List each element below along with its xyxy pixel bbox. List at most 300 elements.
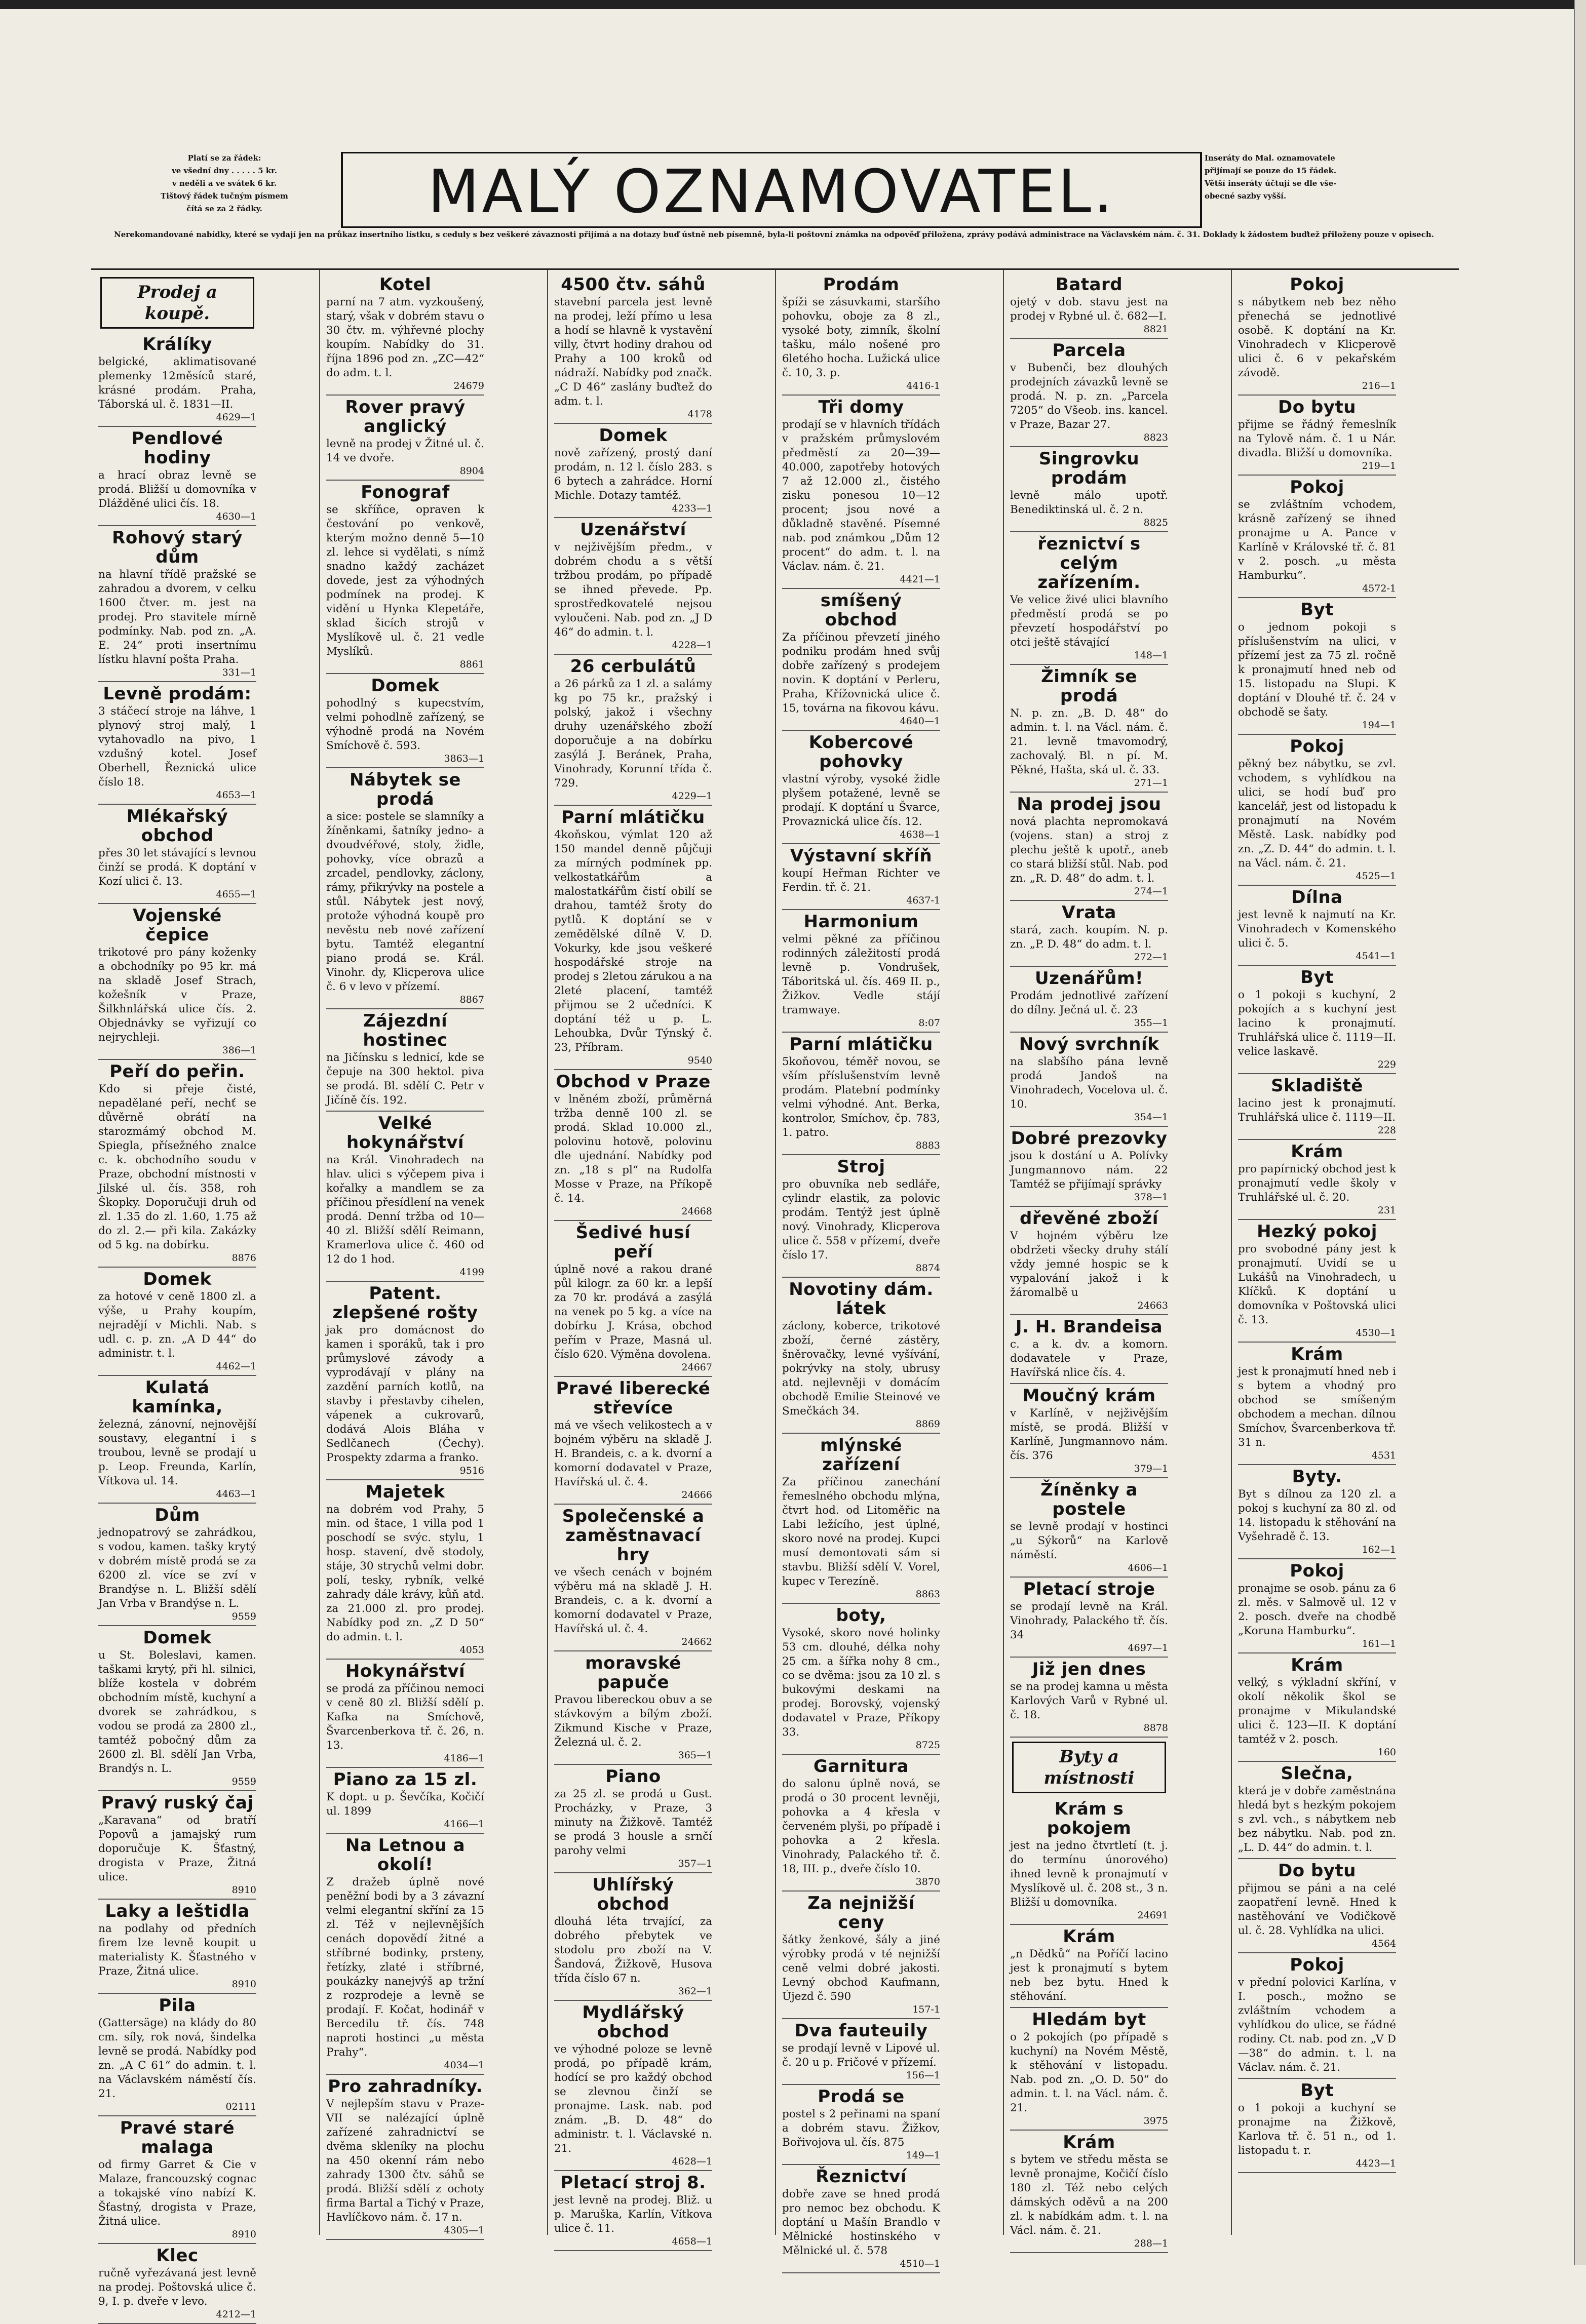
ad-reference-number: 355—1 xyxy=(1134,1017,1168,1029)
classified-ad xyxy=(1238,1345,1396,1461)
ad-text: dobře zave se hned prodá pro nemoc bez obchodu. K doptání u Mašín Brandlo v Mělnické hostinského v Mělnické ul. č. 578 4510—1 xyxy=(782,2188,940,2269)
ad-text: přijmou se páni a na celé zaopatření levně. Hned k nastěhování ve Vodičkově ul. č. 28. Vyhlídka na ulici. 4564 xyxy=(1238,1882,1396,1949)
classified-ad xyxy=(98,1996,256,2112)
ad-text: o jednom pokoji s příslušenstvím na ulici, v přízemí jest za 75 zl. ročně k pronajmutí hned neb od 15. listopadu na Slupi. K doptání v Dlouhé tř. č. 24 v obchodě se šaty. 194—1 xyxy=(1238,621,1396,731)
ad-divider xyxy=(554,423,712,424)
ad-reference-number: 3870 xyxy=(915,1876,940,1887)
classified-ad xyxy=(326,1482,484,1656)
ad-text: belgické, aklimatisované plemenky 12měsíců staré, krásné prodám. Praha, Táborská ul. č. 1831—II. 4629—1 xyxy=(98,356,256,423)
pricing-box xyxy=(110,152,338,228)
ad-title: J. H. Brandeisa xyxy=(1015,1317,1163,1337)
pricing-line: čítá se za 2 řádky. xyxy=(186,204,262,213)
classified-ad xyxy=(1010,1209,1168,1311)
ad-reference-number: 386—1 xyxy=(222,1045,256,1056)
classified-ad xyxy=(98,1062,256,1264)
ad-divider xyxy=(554,2170,712,2171)
ad-title: Řeznictví xyxy=(816,2167,907,2187)
ad-divider xyxy=(98,1503,256,1504)
ad-divider xyxy=(782,588,940,589)
classified-ad xyxy=(782,2087,940,2161)
ad-text: se skříňce, opraven k čestování po venkově, kterým možno denně 5—10 zl. lehce si vydělati, s nímž snadno každý zacházet dovede, jest za výhodných podmínek na prodej. K vidění u Hynka Klepetáře, sklad šicích strojů v Myslíkově ul. č. 21 vedle Myslíků. 8861 xyxy=(326,503,484,670)
ad-text: jak pro domácnost do kamen i sporáků, tak i pro průmyslové závody a vyprodávají v plány na zazdění parních kotlů, na stavby i přestavby cihelen, vápenek a cukrovarů, dodává Alois Bláha v Sedlčanech (Čechy). Prospekty zdarma a franko. 9516 xyxy=(326,1324,484,1476)
ad-reference-number: 160 xyxy=(1377,1747,1396,1758)
ad-title: Domek xyxy=(599,425,668,446)
ad-title: Parcela xyxy=(1052,340,1126,361)
classified-ad xyxy=(782,1894,940,2015)
ad-divider xyxy=(554,1220,712,1221)
ad-text: c. a k. dv. a komorn. dodavatele v Praze, Havířská nlice čís. 4. xyxy=(1010,1338,1168,1379)
ad-reference-number: 8904 xyxy=(459,465,484,477)
ad-reference-number: 4463—1 xyxy=(216,1488,256,1500)
ad-divider xyxy=(554,1376,712,1377)
ad-reference-number: 4228—1 xyxy=(672,640,712,651)
ad-title: Klec xyxy=(156,2246,199,2266)
ad-divider xyxy=(1238,1342,1396,1343)
ad-divider xyxy=(1238,475,1396,476)
ad-divider xyxy=(782,1754,940,1755)
ad-title: Zájezdní hostinec xyxy=(363,1011,448,1050)
ad-divider xyxy=(326,2074,484,2075)
classified-ad xyxy=(782,2167,940,2269)
ad-text: se zvláštním vchodem, krásně zařízený se ihned pronajme u A. Pance v Karlíně v Královské tř. č. 81 v 2. posch. „u města Hamburku“. 4572-1 xyxy=(1238,498,1396,594)
ad-reference-number: 3975 xyxy=(1143,2115,1168,2126)
ad-divider xyxy=(326,1833,484,1834)
classified-ad xyxy=(326,676,484,764)
ad-divider xyxy=(98,1267,256,1268)
ad-title: dřevěné zboží xyxy=(1020,1208,1158,1229)
pricing-line: Tištový řádek tučným písmem xyxy=(161,191,288,201)
ad-divider xyxy=(1010,1477,1168,1478)
ad-divider xyxy=(782,1032,940,1033)
ad-reference-number: 4541—1 xyxy=(1356,951,1396,962)
rules-line: přijímají se pouze do 15 řádek. xyxy=(1205,166,1337,175)
ad-reference-number: 4305—1 xyxy=(444,2225,484,2236)
ad-title: Obchod v Praze xyxy=(556,1072,711,1092)
ad-divider xyxy=(1010,1737,1168,1738)
ad-reference-number: 4629—1 xyxy=(216,412,256,423)
ad-title: Kulatá kamínka, xyxy=(132,1377,223,1417)
page-edge-top xyxy=(0,0,1586,9)
classified-ad xyxy=(1238,1467,1396,1555)
ad-title: Nábytek se prodá xyxy=(350,770,461,809)
ad-reference-number: 24666 xyxy=(681,1489,712,1501)
ad-text: od firmy Garret & Cie v Malaze, francouzský cognac a tokajské víno nabízí K. Šťastný, drogista v Praze, Žitná ulice. 8910 xyxy=(98,2158,256,2240)
ad-title: Vrata xyxy=(1062,902,1116,923)
column-4 xyxy=(775,270,946,2269)
classified-ad xyxy=(1010,2133,1168,2249)
ad-text: trikotové pro pány koženky a obchodníky po 95 kr. má na skladě Josef Strach, kožešník v Praze, Šilkhnlářská ulice čís. 2. Objednávky se vyřizují co nejrychleji. 386—1 xyxy=(98,946,256,1056)
ad-title: Byt xyxy=(1300,2080,1334,2101)
ad-title: Vojenské čepice xyxy=(133,905,222,945)
section-heading: Byty a místnosti xyxy=(1012,1742,1166,1793)
classified-ad xyxy=(326,1836,484,2071)
ad-title: Slečna, xyxy=(1281,1763,1353,1784)
ad-title: Hledám byt xyxy=(1032,2010,1146,2030)
ad-text: jest levně k najmutí na Kr. Vinohradech v Komenského ulici č. 5. 4541—1 xyxy=(1238,909,1396,962)
ad-title: Domek xyxy=(143,1269,212,1289)
ad-title: Pokoj xyxy=(1290,1561,1344,1581)
classified-ad xyxy=(1010,1480,1168,1573)
ad-divider xyxy=(1010,531,1168,532)
ad-text: o 2 pokojích (po případě s kuchyní) na Novém Městě, k stěhování v listopadu. Nab. pod zn. „O. D. 50“ do admin. t. l. na Václ. nám. č. 21. 3975 xyxy=(1010,2031,1168,2126)
ad-text: pohodlný s kupecstvím, velmi pohodlně zařízený, se výhodně prodá na Novém Smíchově č. 593. 3863—1 xyxy=(326,697,484,764)
ad-divider xyxy=(1010,1657,1168,1658)
classified-ad xyxy=(326,770,484,1005)
ad-title: Fonograf xyxy=(361,482,450,502)
ad-divider xyxy=(1238,1073,1396,1074)
ad-divider xyxy=(1010,338,1168,339)
ad-text: pro obuvníka neb sedláře, cylindr elastik, za polovic prodám. Tentýž jest úplně nový. Vinohrady, Klicperova ulice č. 558 v přízemí, dveře číslo 17. 8874 xyxy=(782,1178,940,1274)
classified-ad xyxy=(554,1072,712,1217)
ad-reference-number: 162—1 xyxy=(1362,1544,1396,1555)
ad-reference-number: 8910 xyxy=(231,2229,256,2240)
ad-text: levně málo upotř. Benediktinská ul. č. 2 n. 8825 xyxy=(1010,489,1168,528)
ad-title: Piano za 15 zl. xyxy=(333,1769,478,1790)
classified-ad xyxy=(1010,1317,1168,1380)
ad-title: Byt xyxy=(1300,967,1334,988)
ad-text: a sice: postele se slamníky a žíněnkami, šatníky jedno- a dvoudvéřové, stoly, židle, pohovky, více obrazů a zrcadel, pendlovky, záclony, rámy, přikrývky na postele a stůl. Nábytek jest nový, protože výhodná koupě pro nevěstu neb nové zařízení bytu. Tamtéž elegantní piano prodá se. Král. Vinohr. dy, Klicperova ulice č. 6 v levo v přízemí. 8867 xyxy=(326,810,484,1005)
ad-reference-number: 8863 xyxy=(915,1589,940,1600)
classified-ad xyxy=(1238,478,1396,594)
ad-text: ručně vyřezávaná jest levně na prodej. Poštovská ulice č. 9, I. p. dveře v levo. 4212—1 xyxy=(98,2267,256,2320)
column-1-content xyxy=(91,270,262,2324)
ad-divider xyxy=(1010,900,1168,901)
ad-text: K dopt. u p. Ševčíka, Kočičí ul. 1899 4166—1 xyxy=(326,1791,484,1830)
ad-text: do salonu úplně nová, se prodá o 30 procent levněji, pohovka a 4 křesla v červeném plyši, po případě i pohovka a 2 křesla. Vinohrady, Palackého tř. č. 18, III. p., dveře číslo 10. 3870 xyxy=(782,1778,940,1887)
ad-text: jest k pronajmutí hned neb i s bytem a vhodný pro obchod se smíšeným obchodem a mechan. dílnou Smíchov, Švarcenberkova tř. 31 n. 4531 xyxy=(1238,1365,1396,1461)
ad-title: Dobré prezovky xyxy=(1011,1128,1168,1149)
ad-title: Harmonium xyxy=(803,912,919,932)
ad-text: vlastní výroby, vysoké židle plyšem potažené, levně se prodají. K doptání u Švarce, Provaznická ulice čís. 12. 4638—1 xyxy=(782,773,940,840)
header-note: Nerekomandované nabídky, které se vydají jen na průkaz insertního lístku, s ceduly s bez veškeré závaznosti přijímá a na dotazy buď ústně neb písemně, byla-li poštovní známka na odpověď přiložena, zprávy podává administrace na Václavském nám. č. 31. Doklady k žádostem buďtež přiloženy pouze v opisech. xyxy=(114,230,1434,239)
ad-title: Již jen dnes xyxy=(1032,1659,1146,1679)
ad-title: Byty. xyxy=(1292,1467,1342,1487)
ad-text: levně na prodej v Žitné ul. č. 14 ve dvoře. 8904 xyxy=(326,438,484,477)
classified-ad xyxy=(554,520,712,651)
ad-text: na Jičínsku s lednicí, kde se čepuje na 300 hektol. piva se prodá. Bl. sdělí C. Petr v Jičíně čís. 192. xyxy=(326,1051,484,1107)
classified-ad xyxy=(1238,1861,1396,1949)
rules-line: obecné sazby vyšší. xyxy=(1205,191,1287,201)
ad-divider xyxy=(98,525,256,526)
ad-text: špíži se zásuvkami, staršího pohovku, oboje za 8 zl., vysoké boty, zimník, školní tašku, málo nošené pro 6letého hocha. Lužická ulice č. 10, 3. p. 4416-1 xyxy=(782,296,940,391)
ad-reference-number: 9559 xyxy=(231,1776,256,1787)
pricing-line: Platí se za řádek: xyxy=(187,153,261,163)
ad-text: jsou k dostání u A. Polívky Jungmannovo nám. 22 Tamtéž se přijímají správky 378—1 xyxy=(1010,1150,1168,1203)
ad-reference-number: 4628—1 xyxy=(672,2156,712,2167)
ad-title: Pletací stroj 8. xyxy=(560,2173,706,2193)
ad-reference-number: 24679 xyxy=(453,380,484,391)
ad-title: Pendlové hodiny xyxy=(131,428,223,468)
classified-ad xyxy=(326,1770,484,1830)
ad-divider xyxy=(326,2239,484,2240)
classified-ad xyxy=(554,2003,712,2167)
ad-reference-number: 271—1 xyxy=(1134,777,1168,789)
ad-reference-number: 8867 xyxy=(459,994,484,1005)
ad-text: stará, zach. koupím. N. p. zn. „P. D. 48“ do adm. t. l. 272—1 xyxy=(1010,924,1168,963)
classified-ad xyxy=(782,912,940,1029)
classified-ad xyxy=(782,1035,940,1151)
column-6 xyxy=(1231,270,1402,2235)
ad-divider xyxy=(326,1111,484,1112)
classified-ad xyxy=(326,398,484,477)
classified-ad xyxy=(554,808,712,1066)
ad-reference-number: 4462—1 xyxy=(216,1361,256,1372)
ad-title: Mlékařský obchod xyxy=(126,806,228,846)
ad-text: má ve všech velikostech a v bojném výběru na skladě J. H. Brandeis, c. a k. dvorní a komorní dodavatel v Praze, Havířská ul. č. 4. 24666 xyxy=(554,1419,712,1501)
ad-text: 3 stáčecí stroje na láhve, 1 plynový stroj malý, 1 vytahovadlo na pivo, 1 vzdušný kotel. Josef Oberhell, Řeznická ulice číslo 18. 4653—1 xyxy=(98,705,256,801)
ad-reference-number: 8823 xyxy=(1143,432,1168,443)
ad-title: Laky a leštidla xyxy=(105,1901,250,1921)
ad-text: 4koňskou, výmlat 120 až 150 mandel denně půjčuji za mírných podmínek pp. velkostatkářům a malostatkářům čistí obilí se drahou, tamtéž šroty do pytlů. K doptání se v zemědělské dílně V. D. Vokurky, kde jsou veškeré hospodářské stroje na prodej s 2letou zárukou a na 2leté placení, tamtéž přijmou se 2 učedníci. K doptání též u p. L. Lehoubka, Dvůr Týnský č. 23, Příbram. 9540 xyxy=(554,829,712,1066)
ad-text: v Bubenči, bez dlouhých prodejních závazků levně se prodá. N. p. zn. „Parcela 7205“ do Všeob. ins. kancel. v Praze, Bazar 27. 8823 xyxy=(1010,362,1168,443)
ad-reference-number: 161—1 xyxy=(1362,1638,1396,1649)
column-6-content xyxy=(1231,270,1402,2173)
ad-text: se levně prodají v hostinci „u Sýkorů“ na Karlově náměstí. 4606—1 xyxy=(1010,1520,1168,1573)
ad-text: pro papírnický obchod jest k pronajmutí vedle školy v Truhlářské ul. č. 20. 231 xyxy=(1238,1163,1396,1216)
ad-title: Pravé staré malaga xyxy=(120,2118,235,2157)
ad-text: ojetý v dob. stavu jest na prodej v Rybné ul. č. 682—I. 8821 xyxy=(1010,296,1168,335)
classified-ad xyxy=(98,1378,256,1500)
ad-title: Batard xyxy=(1055,274,1123,295)
ad-title: Pro zahradníky. xyxy=(328,2076,483,2097)
classified-ad xyxy=(1238,398,1396,471)
ad-text: pronajme se osob. pánu za 6 zl. měs. v Salmově ul. 12 v 2. posch. dveře na chodbě „Koruna Hamburku“. 161—1 xyxy=(1238,1582,1396,1649)
ad-divider xyxy=(554,654,712,655)
ad-divider xyxy=(554,1069,712,1070)
classified-ad xyxy=(782,1757,940,1887)
ad-text: nová plachta nepromokavá (vojens. stan) a stroj z plechu ještě k upotř., aneb co stará bližší stůl. Nab. pod zn. „R. D. 48“ do adm. t. l. 274—1 xyxy=(1010,815,1168,897)
classified-ad xyxy=(98,684,256,801)
ad-text: v lněném zboží, průměrná tržba denně 100 zl. se prodá. Sklad 10.000 zl., polovinu hotově, polovinu dle ujednání. Nabídky pod zn. „18 s pl“ na Rudolfa Mosse v Praze, na Příkopě č. 14. 24668 xyxy=(554,1093,712,1217)
ad-divider xyxy=(98,903,256,904)
ad-title: Uzenářství xyxy=(580,520,686,540)
ad-divider xyxy=(98,681,256,682)
ad-title: boty, xyxy=(836,1605,886,1626)
ad-divider xyxy=(1010,1577,1168,1578)
ad-title: Velké hokynářství xyxy=(346,1113,465,1153)
ad-title: Tři domy xyxy=(818,397,904,417)
ad-reference-number: 02111 xyxy=(225,2101,256,2112)
ad-text: ve všech cenách v bojném výběru má na skladě J. H. Brandeis, c. a k. dvorní a komorní dodavatel v Praze, Havířská ul. č. 4. 24662 xyxy=(554,1566,712,1647)
ad-reference-number: 4212—1 xyxy=(216,2309,256,2320)
ad-divider xyxy=(326,1008,484,1009)
ad-divider xyxy=(1010,1032,1168,1033)
ad-title: Pokoj xyxy=(1290,736,1344,757)
ad-text: pěkný bez nábytku, se zvl. vchodem, s vyhlídkou na ulici, se hodí buď pro kancelář, jest od listopadu k pronajmutí na Novém Městě. Lask. nabídky pod zn. „Z. D. 44“ do admin. t. l. na Václ. nám. č. 21. 4525—1 xyxy=(1238,758,1396,882)
classified-ad xyxy=(1010,1927,1168,2004)
ad-title: Krám xyxy=(1063,2132,1115,2152)
ad-divider xyxy=(782,1154,940,1155)
ad-text: V nejlepším stavu v Praze-VII se nalézající úplně zařízené zahradnictví se dvěma skleníky na plochu na 450 okenní rám nebo zahrady 1300 čtv. sáhů se prodá. Bližší sdělí z ochoty firma Bartal a Tichý v Praze, Havlíčkovo nám. č. 17 n. 4305—1 xyxy=(326,2098,484,2236)
ad-reference-number: 24691 xyxy=(1137,1910,1168,1921)
ad-text: Z dražeb úplně nové peněžní bodi by a 3 závazní velmi elegantní skříní za 15 zl. Též v nejlevnějších cenách dopovědí žitné a stříbrné bodinky, prsteny, řetízky, zlaté i stříbrné, poukázky nanejvýš ap tržní z rozprodeje a levně se prodají. F. Kočat, hodinář v Bercedilu tř. čís. 748 naproti hostinci „u města Prahy“. 4034—1 xyxy=(326,1876,484,2071)
ad-reference-number: 4421—1 xyxy=(900,574,940,585)
ad-title: Králíky xyxy=(142,334,212,354)
ad-reference-number: 3863—1 xyxy=(444,753,484,764)
classified-ad xyxy=(98,2246,256,2320)
ad-text: se prodá za příčinou nemoci v ceně 80 zl. Bližší sdělí p. Kafka na Smíchově, Švarcenberkova tř. č. 26, n. 13. 4186—1 xyxy=(326,1682,484,1764)
ad-text: za hotové v ceně 1800 zl. a výše, u Prahy koupím, nejradějí v Michli. Nab. s udl. c. p. zn. „A D 44“ do administr. t. l. 4462—1 xyxy=(98,1290,256,1372)
ad-title: Piano xyxy=(605,1766,661,1787)
ad-title: Šedivé husí peří xyxy=(575,1223,691,1262)
ad-divider xyxy=(326,1281,484,1282)
ad-divider xyxy=(98,1059,256,1060)
column-3-content xyxy=(547,270,718,2251)
classified-ad xyxy=(554,1653,712,1761)
ad-reference-number: 24668 xyxy=(681,1206,712,1217)
ad-text: „Karavana“ od bratří Popovů a jamajský rum doporučuje K. Šťastný, drogista v Praze, Žitná ulice. 8910 xyxy=(98,1814,256,1896)
ad-divider xyxy=(98,1375,256,1376)
ad-text: (Gattersäge) na klády do 80 cm. síly, rok nová, šindelka levně se prodá. Nabídky pod zn. „A C 61“ do admin. t. l. na Václavském náměstí čís. 21. 02111 xyxy=(98,2017,256,2112)
ad-title: Peří do peřin. xyxy=(109,1061,245,1082)
ad-reference-number: 4525—1 xyxy=(1356,871,1396,882)
classified-ad xyxy=(326,1662,484,1764)
classified-ad xyxy=(1010,2010,1168,2126)
classified-ad xyxy=(326,275,484,391)
ad-divider xyxy=(554,2000,712,2001)
newspaper-header xyxy=(110,152,1438,243)
classified-ad xyxy=(1238,1656,1396,1758)
column-3 xyxy=(547,270,718,2247)
rules-line: Větší inseráty účtují se dle vše- xyxy=(1205,179,1337,188)
ad-divider xyxy=(554,517,712,518)
ad-title: Společenské a zaměstnavací hry xyxy=(562,1506,705,1565)
ad-text: přijme se řádný řemeslník na Tylově nám. č. 1 u Nár. divadla. Bližší u domovníka. 219—1 xyxy=(1238,418,1396,471)
ad-text: na hlavní třídě pražské se zahradou a dvorem, v celku 1600 čtver. m. jest na prodej. Pro stavitele mírně podmínky. Nab. pod zn. „A. E. 24“ proti insertnímu lístku hlavní pošta Praha. 331—1 xyxy=(98,568,256,678)
ad-text: „n Dědků“ na Poříčí lacino jest k pronajmutí s bytem neb bez bytu. Hned k stěhování. xyxy=(1010,1948,1168,2003)
ad-text: se na prodej kamna u města Karlových Varů v Rybné ul. č. 18. 8878 xyxy=(1010,1680,1168,1734)
ad-reference-number: 4416-1 xyxy=(906,380,940,391)
ad-reference-number: 4423—1 xyxy=(1356,2158,1396,2169)
ad-text: nově zařízený, prostý daní prodám, n. 12 l. číslo 283. s 6 bytech a zahrádce. Horní Michle. Dotazy tamtéž. 4233—1 xyxy=(554,447,712,514)
ad-title: Nový svrchník xyxy=(1019,1034,1159,1054)
ad-reference-number: 8910 xyxy=(231,1884,256,1896)
ad-reference-number: 4166—1 xyxy=(444,1819,484,1830)
ad-title: Rover pravý anglický xyxy=(345,397,466,437)
ad-title: smíšený obchod xyxy=(820,590,902,630)
classified-ad xyxy=(326,483,484,670)
ad-divider xyxy=(554,1650,712,1651)
classified-ad xyxy=(98,1270,256,1372)
ad-reference-number: 4199 xyxy=(459,1267,484,1278)
ad-divider xyxy=(554,805,712,806)
classified-ad xyxy=(98,528,256,678)
ad-reference-number: 4186—1 xyxy=(444,1753,484,1764)
ad-text: se prodají levně na Král. Vinohrady, Palackého tř. čís. 34 4697—1 xyxy=(1010,1600,1168,1653)
ad-title: Za nejnižší ceny xyxy=(807,1893,915,1933)
ad-divider xyxy=(1010,2252,1168,2253)
ad-title: Kotel xyxy=(379,274,432,295)
ad-title: Pokoj xyxy=(1290,274,1344,295)
classified-ad xyxy=(98,1628,256,1787)
ad-title: Skladiště xyxy=(1271,1076,1363,1096)
ad-title: Pokoj xyxy=(1290,1955,1344,1975)
ad-text: o 1 pokoji a kuchyní se pronajme na Žižkově, Karlova tř. č. 51 n., od 1. listopadu t. r. 4423—1 xyxy=(1238,2102,1396,2169)
ad-divider xyxy=(326,1767,484,1768)
classified-ad xyxy=(326,1284,484,1476)
ad-divider xyxy=(1010,1924,1168,1925)
ad-divider xyxy=(1238,1858,1396,1859)
ad-divider xyxy=(1010,1206,1168,1207)
classifieds-columns xyxy=(91,268,1459,2320)
pricing-line: v neděli a ve svátek 6 kr. xyxy=(172,179,277,188)
ad-divider xyxy=(1238,965,1396,966)
ad-divider xyxy=(782,1277,940,1278)
ad-text: na dobrém vod Prahy, 5 min. od štace, 1 villa pod 1 poschodí se svýc. stylu, 1 hosp. stavení, dvě stodoly, stáje, 30 strychů velmi dobr. polí, tesky, rybník, velké zahrady dále krávy, kůň atd. za 21.000 zl. pro prodej. Nabídky pod zn. „Z D 50“ do admin. t. l. 4053 xyxy=(326,1503,484,1656)
ad-reference-number: 4034—1 xyxy=(444,2060,484,2071)
ad-text: Prodám jednotlivé zařízení do dílny. Ječná ul. č. 23 355—1 xyxy=(1010,990,1168,1029)
ad-divider xyxy=(1010,1314,1168,1315)
ad-title: Do bytu xyxy=(1278,1861,1356,1881)
ad-reference-number: 362—1 xyxy=(678,1986,712,1997)
ad-title: Pravé liberecké střevíce xyxy=(556,1378,711,1418)
ad-reference-number: 4653—1 xyxy=(216,790,256,801)
classified-ad xyxy=(326,2077,484,2236)
ad-title: 4500 čtv. sáhů xyxy=(561,274,706,295)
ad-divider xyxy=(1010,446,1168,447)
ad-title: Hezký pokoj xyxy=(1257,1222,1377,1242)
ad-reference-number: 219—1 xyxy=(1362,460,1396,471)
ad-divider xyxy=(1238,885,1396,886)
ad-text: úplně nové a rakou drané půl kilogr. za 60 kr. a lepší za 70 kr. prodává a zasýlá na venek po 5 kg. a více na dobírku J. Krása, obchod peřím v Praze, Masná ul. číslo 620. Výměna dovolena. 24667 xyxy=(554,1263,712,1373)
ad-text: v přední polovici Karlína, v I. posch., možno se zvláštním vchodem a vyhlídkou do ulice, se řádné rodiny. Ct. nab. pod zn. „V D—38“ do admin. t. l. na Václav. nám. č. 21. xyxy=(1238,1976,1396,2074)
ad-text: se prodají levně v Lipové ul. č. 20 u p. Fričové v přízemí. 156—1 xyxy=(782,2042,940,2081)
ad-reference-number: 272—1 xyxy=(1134,952,1168,963)
ad-reference-number: 4572-1 xyxy=(1362,583,1396,594)
rules-line: Inseráty do Mal. oznamovatele xyxy=(1205,153,1335,163)
pricing-line: ve všední dny . . . . . 5 kr. xyxy=(172,166,277,175)
classified-ad xyxy=(98,1793,256,1896)
ad-divider xyxy=(554,1872,712,1873)
ad-reference-number: 228 xyxy=(1377,1125,1396,1136)
ad-title: řeznictví s celým zařízením. xyxy=(1037,534,1141,593)
classified-ad xyxy=(1238,275,1396,391)
ad-divider xyxy=(1010,2130,1168,2131)
ad-title: Krám xyxy=(1291,1344,1343,1364)
ad-reference-number: 4233—1 xyxy=(672,503,712,514)
ad-text: na Král. Vinohradech na hlav. ulici s výčepem piva i kořalky a mandlem se za příčinou přesídlení na venek prodá. Denní tržba od 10—40 zl. Bližší sdělí Reimann, Kramerlova ulice č. 460 od 12 do 1 hod. 4199 xyxy=(326,1154,484,1278)
ad-title: Pravý ruský čaj xyxy=(101,1793,254,1813)
ad-reference-number: 4053 xyxy=(459,1644,484,1656)
classified-ad xyxy=(1010,449,1168,528)
ad-text: postel s 2 peřinami na spaní a dobrém stavu. Žižkov, Bořivojova ul. čís. 875 149—1 xyxy=(782,2108,940,2161)
ad-text: za 25 zl. se prodá u Gust. Procházky, v Praze, 3 minuty na Žižkově. Tamtéž se prodá 3 housle a srnčí parohy velmi 357—1 xyxy=(554,1788,712,1869)
classified-ad xyxy=(98,2118,256,2240)
ad-text: lacino jest k pronajmutí. Truhlářská ulice č. 1119—II. 228 xyxy=(1238,1097,1396,1136)
classified-ad xyxy=(1010,795,1168,897)
ad-divider xyxy=(782,843,940,844)
ad-reference-number: 148—1 xyxy=(1134,650,1168,661)
ad-reference-number: 378—1 xyxy=(1134,1192,1168,1203)
ad-divider xyxy=(326,1659,484,1660)
ad-reference-number: 8883 xyxy=(915,1140,940,1151)
ad-divider xyxy=(1238,2172,1396,2173)
ad-text: na podlahy od předních firem lze levně koupit u materialisty K. Šťastného v Praze, Žitná ulice. 8910 xyxy=(98,1922,256,1990)
ad-text: Za příčinou převzetí jiného podniku prodám hned svůj dobře zařízený s prodejem novin. K doptání v Perleru, Praha, Křížovnická ulice č. 15, továrna na fikovou kávu. 4640—1 xyxy=(782,631,940,727)
ad-divider xyxy=(326,480,484,481)
classified-ad xyxy=(1010,1129,1168,1203)
ad-divider xyxy=(326,395,484,396)
ad-title: Dva fauteuily xyxy=(794,2021,928,2041)
ad-reference-number: 4697—1 xyxy=(1128,1642,1168,1653)
ad-text: velmi pěkné za příčinou rodinných záležitostí prodá levně p. Vondrušek, Táboritská ul. čís. 469 II. p., Žižkov. Vedle stájí tramwaye. 8:07 xyxy=(782,933,940,1029)
insertion-rules-box xyxy=(1205,152,1438,228)
column-2 xyxy=(319,270,490,2235)
ad-text: jest na jedno čtvrtletí (t. j. do termínu únorového) ihned levně k pronajmutí v Myslíkově ul. č. 208 st., 3 n. Bližší u domovníka. 24691 xyxy=(1010,1839,1168,1921)
ad-text: pro svobodné pány jest k pronajmutí. Uvidí se u Lukášů na Vinohradech, u Klíčků. K doptání u domovníka v Poštovská ulici č. 13. 4530—1 xyxy=(1238,1243,1396,1338)
ad-reference-number: 4606—1 xyxy=(1128,1562,1168,1573)
classified-ad xyxy=(1238,1142,1396,1216)
